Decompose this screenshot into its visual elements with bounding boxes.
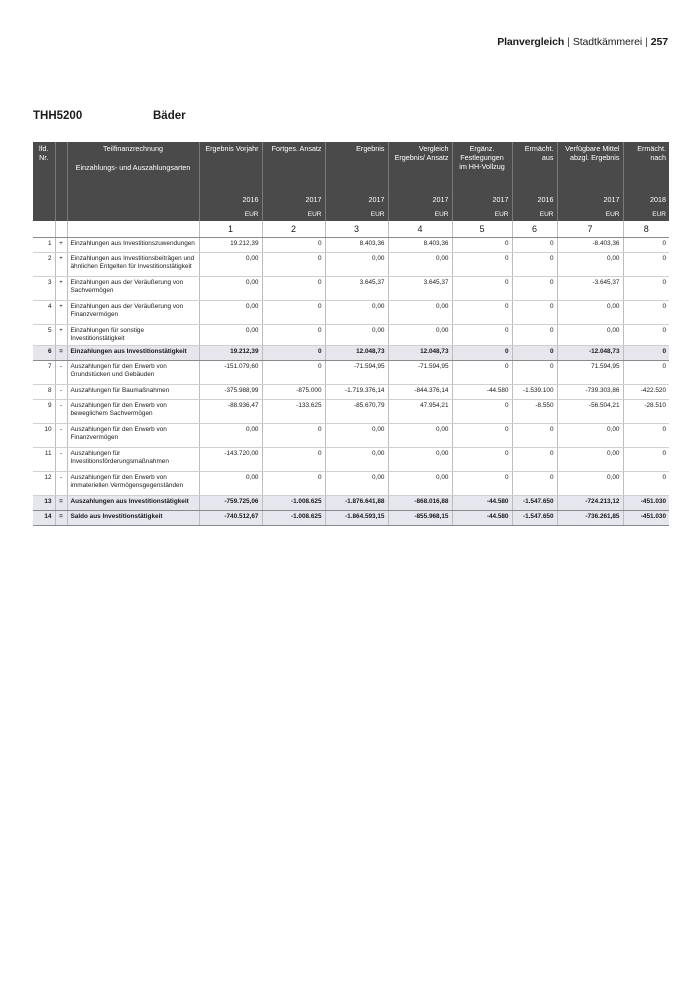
table-row (33, 253, 669, 277)
value-cell: 0 (512, 448, 557, 472)
value-cell: 0 (452, 301, 512, 325)
value-cell: 0 (623, 301, 669, 325)
table-row (33, 472, 669, 496)
value-cell: 0,00 (557, 325, 623, 346)
value-cell: -28.510 (623, 400, 669, 424)
row-number: 6 (33, 346, 55, 361)
row-label: Einzahlungen aus Investitionstätigkeit (67, 346, 199, 361)
row-number: 4 (33, 301, 55, 325)
table-row (33, 346, 669, 361)
row-number: 14 (33, 511, 55, 526)
value-cell: 0 (452, 472, 512, 496)
row-number: 9 (33, 400, 55, 424)
colnum-spacer (67, 221, 199, 238)
value-cell: 71.594,95 (557, 361, 623, 385)
value-cell: 0 (262, 424, 325, 448)
year-cell: 2017 (325, 186, 388, 205)
value-cell: -85.670,79 (325, 400, 388, 424)
value-cell: -44.580 (452, 496, 512, 511)
unit-cell: EUR (623, 205, 669, 221)
value-cell: -375.988,99 (199, 385, 262, 400)
row-number: 1 (33, 238, 55, 253)
value-cell: 0,00 (388, 424, 452, 448)
value-cell: 0,00 (557, 301, 623, 325)
value-cell: -875.000 (262, 385, 325, 400)
value-cell: 0 (623, 448, 669, 472)
header-separator: | (567, 36, 570, 48)
row-operator: - (55, 472, 67, 496)
value-cell: 0 (452, 253, 512, 277)
year-row (33, 186, 669, 205)
col-header-7: Verfügbare Mittel abzgl. Ergebnis (557, 142, 623, 186)
value-cell: 0,00 (557, 424, 623, 448)
col-header-label-bottom: Einzahlungs- und Auszahlungsarten (75, 163, 191, 172)
value-cell: 0,00 (199, 472, 262, 496)
value-cell: -451.030 (623, 496, 669, 511)
value-cell: -844.376,14 (388, 385, 452, 400)
unit-cell: EUR (557, 205, 623, 221)
row-operator: - (55, 400, 67, 424)
value-cell: 0,00 (388, 472, 452, 496)
value-cell: -143.720,00 (199, 448, 262, 472)
row-number: 2 (33, 253, 55, 277)
value-cell: 0,00 (557, 472, 623, 496)
value-cell: 0,00 (325, 301, 388, 325)
row-operator: + (55, 253, 67, 277)
value-cell: 3.645,37 (388, 277, 452, 301)
row-number: 8 (33, 385, 55, 400)
value-cell: -151.079,60 (199, 361, 262, 385)
value-cell: -740.512,67 (199, 511, 262, 526)
value-cell: 0,00 (199, 424, 262, 448)
col-header-label (67, 142, 199, 186)
row-number: 10 (33, 424, 55, 448)
col-header-3: Ergebnis (325, 142, 388, 186)
value-cell: 0 (623, 277, 669, 301)
value-cell: 0 (512, 325, 557, 346)
table-row (33, 361, 669, 385)
row-label: Auszahlungen für Baumaßnahmen (67, 385, 199, 400)
unit-spacer (67, 205, 199, 221)
value-cell: -88.936,47 (199, 400, 262, 424)
col-header-5: Ergänz. Festlegungen im HH-Vollzug (452, 142, 512, 186)
column-header-row (33, 142, 669, 186)
year-cell: 2017 (452, 186, 512, 205)
value-cell: -736.261,85 (557, 511, 623, 526)
finance-table (33, 142, 669, 526)
unit-cell: EUR (325, 205, 388, 221)
value-cell: -868.016,88 (388, 496, 452, 511)
row-label: Saldo aus Investitionstätigkeit (67, 511, 199, 526)
value-cell: 0 (262, 325, 325, 346)
value-cell: 0 (262, 448, 325, 472)
year-spacer (67, 186, 199, 205)
value-cell: 0 (623, 424, 669, 448)
value-cell: 0 (512, 253, 557, 277)
colnum-spacer (33, 221, 55, 238)
value-cell: 0,00 (388, 325, 452, 346)
table-row (33, 448, 669, 472)
value-cell: 0 (623, 238, 669, 253)
row-operator: - (55, 385, 67, 400)
value-cell: 0 (262, 361, 325, 385)
unit-cell: EUR (388, 205, 452, 221)
year-cell: 2016 (199, 186, 262, 205)
value-cell: 0 (262, 472, 325, 496)
unit-spacer (55, 205, 67, 221)
column-number: 8 (623, 221, 669, 238)
unit-row (33, 205, 669, 221)
value-cell: 0,00 (325, 325, 388, 346)
value-cell: 19.212,39 (199, 238, 262, 253)
column-number: 6 (512, 221, 557, 238)
row-label: Einzahlungen aus Investitionszuwendungen (67, 238, 199, 253)
unit-cell: EUR (452, 205, 512, 221)
value-cell: 8.403,36 (325, 238, 388, 253)
row-label: Auszahlungen aus Investitionstätigkeit (67, 496, 199, 511)
col-header-nr: lfd. Nr. (33, 142, 55, 186)
table-row (33, 325, 669, 346)
year-cell: 2017 (262, 186, 325, 205)
year-cell: 2016 (512, 186, 557, 205)
value-cell: -759.725,06 (199, 496, 262, 511)
row-number: 11 (33, 448, 55, 472)
value-cell: -71.594,95 (388, 361, 452, 385)
value-cell: -133.625 (262, 400, 325, 424)
table-row (33, 385, 669, 400)
unit-cell: EUR (262, 205, 325, 221)
unit-spacer (33, 205, 55, 221)
value-cell: -8.403,36 (557, 238, 623, 253)
row-operator: + (55, 238, 67, 253)
value-cell: 0 (452, 448, 512, 472)
value-cell: 0 (452, 400, 512, 424)
unit-cell: EUR (512, 205, 557, 221)
value-cell: 0 (512, 472, 557, 496)
year-cell: 2018 (623, 186, 669, 205)
value-cell: -3.645,37 (557, 277, 623, 301)
value-cell: 0,00 (199, 277, 262, 301)
row-operator: = (55, 511, 67, 526)
value-cell: 0,00 (388, 301, 452, 325)
col-header-8: Ermächt. nach (623, 142, 669, 186)
row-operator: = (55, 346, 67, 361)
row-label: Einzahlungen für sonstige Investitionstätigkeit (67, 325, 199, 346)
value-cell: 0 (623, 325, 669, 346)
value-cell: 0,00 (325, 424, 388, 448)
header-department: Stadtkämmerei (572, 36, 643, 48)
table-row (33, 511, 669, 526)
document-title: Bäder (153, 110, 186, 122)
row-operator: + (55, 301, 67, 325)
value-cell: 0 (452, 277, 512, 301)
row-label: Auszahlungen für Investitionsförderungsmaßnahmen (67, 448, 199, 472)
year-cell: 2017 (388, 186, 452, 205)
header-section: Planvergleich (497, 36, 565, 48)
col-header-2: Fortges. Ansatz (262, 142, 325, 186)
column-number: 3 (325, 221, 388, 238)
value-cell: -724.213,12 (557, 496, 623, 511)
table-row (33, 496, 669, 511)
value-cell: 19.212,39 (199, 346, 262, 361)
row-operator: + (55, 325, 67, 346)
running-header (497, 36, 668, 48)
value-cell: -1.539.100 (512, 385, 557, 400)
value-cell: 0 (512, 361, 557, 385)
value-cell: -44.580 (452, 385, 512, 400)
value-cell: -12.048,73 (557, 346, 623, 361)
value-cell: 0 (452, 346, 512, 361)
value-cell: -739.303,86 (557, 385, 623, 400)
column-number: 1 (199, 221, 262, 238)
col-header-4: Vergleich Ergebnis/ Ansatz (388, 142, 452, 186)
value-cell: -451.030 (623, 511, 669, 526)
page-number: 257 (650, 36, 668, 48)
table-row (33, 301, 669, 325)
value-cell: -855.968,15 (388, 511, 452, 526)
row-label: Einzahlungen aus der Veräußerung von Sachvermögen (67, 277, 199, 301)
table-row (33, 424, 669, 448)
row-number: 7 (33, 361, 55, 385)
row-number: 3 (33, 277, 55, 301)
value-cell: 0,00 (199, 301, 262, 325)
unit-cell: EUR (199, 205, 262, 221)
value-cell: -1.008.625 (262, 496, 325, 511)
value-cell: 0 (512, 424, 557, 448)
value-cell: 0,00 (325, 472, 388, 496)
table-row (33, 238, 669, 253)
value-cell: 0 (452, 325, 512, 346)
column-number-row (33, 221, 669, 238)
document-id: THH5200 (33, 110, 83, 122)
row-operator: = (55, 496, 67, 511)
value-cell: 0 (452, 238, 512, 253)
row-label: Einzahlungen aus der Veräußerung von Finanzvermögen (67, 301, 199, 325)
value-cell: -422.520 (623, 385, 669, 400)
year-cell: 2017 (557, 186, 623, 205)
value-cell: 0,00 (199, 325, 262, 346)
column-number: 4 (388, 221, 452, 238)
row-label: Auszahlungen für den Erwerb von Grundstücken und Gebäuden (67, 361, 199, 385)
col-header-label-top: Teilfinanzrechnung (103, 144, 163, 153)
row-number: 12 (33, 472, 55, 496)
value-cell: -1.719.376,14 (325, 385, 388, 400)
value-cell: 0 (623, 361, 669, 385)
table-row (33, 277, 669, 301)
value-cell: 0 (512, 277, 557, 301)
value-cell: 0 (262, 253, 325, 277)
value-cell: 0,00 (199, 253, 262, 277)
col-header-6: Ermächt. aus (512, 142, 557, 186)
value-cell: 12.048,73 (388, 346, 452, 361)
value-cell: -44.580 (452, 511, 512, 526)
colnum-spacer (55, 221, 67, 238)
value-cell: -1.547.650 (512, 511, 557, 526)
year-spacer (55, 186, 67, 205)
value-cell: 0 (623, 346, 669, 361)
value-cell: 0 (512, 238, 557, 253)
header-separator: | (645, 36, 648, 48)
value-cell: 0 (512, 301, 557, 325)
value-cell: -1.864.593,15 (325, 511, 388, 526)
col-header-1: Ergebnis Vorjahr (199, 142, 262, 186)
column-number: 5 (452, 221, 512, 238)
row-number: 5 (33, 325, 55, 346)
value-cell: 0,00 (557, 448, 623, 472)
value-cell: 0,00 (388, 448, 452, 472)
row-label: Auszahlungen für den Erwerb von immateriellen Vermögensgegenständen (67, 472, 199, 496)
value-cell: 0 (452, 424, 512, 448)
value-cell: 0 (623, 253, 669, 277)
value-cell: 0 (262, 301, 325, 325)
value-cell: -56.504,21 (557, 400, 623, 424)
row-operator: - (55, 361, 67, 385)
value-cell: -1.008.625 (262, 511, 325, 526)
row-number: 13 (33, 496, 55, 511)
value-cell: 47.954,21 (388, 400, 452, 424)
value-cell: -71.594,95 (325, 361, 388, 385)
table-row (33, 400, 669, 424)
column-number: 7 (557, 221, 623, 238)
value-cell: 0,00 (325, 253, 388, 277)
value-cell: 0,00 (325, 448, 388, 472)
col-header-op (55, 142, 67, 186)
value-cell: 0 (262, 346, 325, 361)
value-cell: -1.876.641,88 (325, 496, 388, 511)
value-cell: 0 (262, 238, 325, 253)
value-cell: 0 (623, 472, 669, 496)
row-operator: - (55, 448, 67, 472)
column-number: 2 (262, 221, 325, 238)
value-cell: 0,00 (388, 253, 452, 277)
row-label: Auszahlungen für den Erwerb von Finanzvermögen (67, 424, 199, 448)
value-cell: 0,00 (557, 253, 623, 277)
value-cell: 0 (512, 346, 557, 361)
value-cell: -1.547.650 (512, 496, 557, 511)
value-cell: 0 (262, 277, 325, 301)
row-label: Einzahlungen aus Investitionsbeiträgen und ähnlichen Entgelten für Investitionstätigkeit (67, 253, 199, 277)
row-label: Auszahlungen für den Erwerb von beweglichem Sachvermögen (67, 400, 199, 424)
value-cell: 3.645,37 (325, 277, 388, 301)
value-cell: 8.403,36 (388, 238, 452, 253)
value-cell: 0 (452, 361, 512, 385)
row-operator: - (55, 424, 67, 448)
row-operator: + (55, 277, 67, 301)
year-spacer (33, 186, 55, 205)
value-cell: -8.550 (512, 400, 557, 424)
value-cell: 12.048,73 (325, 346, 388, 361)
